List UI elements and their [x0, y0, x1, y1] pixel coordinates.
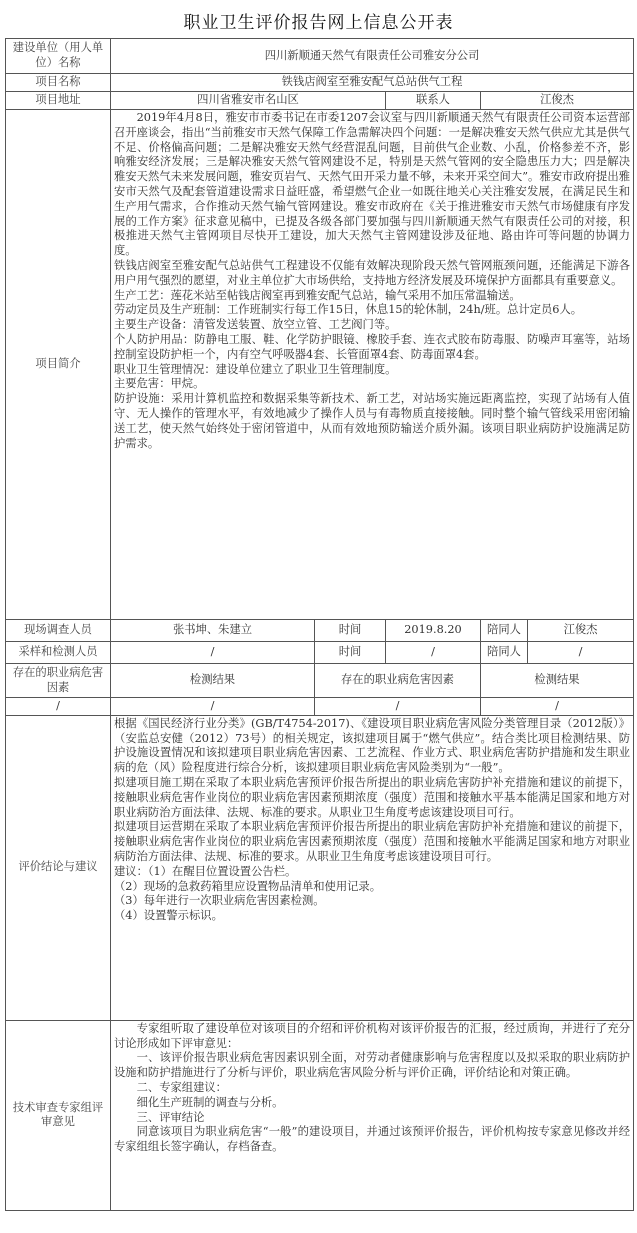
- contact-label: 联系人: [386, 92, 481, 110]
- unit-value: 四川新顺通天然气有限责任公司雅安分公司: [111, 39, 634, 74]
- review-paragraph: 一、该评价报告职业病危害因素识别全面，对劳动者健康影响与危害程度以及拟采取的职业病防护设施和防护措施进行了分析与评价，职业病危害风险分析与评价正确，评价结论和对策正确。: [114, 1051, 631, 1080]
- review-paragraph: 三、评审结论: [136, 1110, 205, 1124]
- sampling-time-value: /: [386, 642, 481, 664]
- hazard-factor-header-2: 存在的职业病危害因素: [315, 664, 481, 698]
- test-result-header: 检测结果: [111, 664, 315, 698]
- project-address-value: 四川省雅安市名山区: [111, 92, 386, 110]
- result-value-2: /: [481, 698, 634, 716]
- disclosure-table: [5, 38, 634, 1211]
- hazard-value-row: [6, 698, 634, 716]
- intro-paragraph: 主要危害：甲烷。: [114, 377, 205, 391]
- survey-time-label: 时间: [315, 620, 386, 642]
- intro-paragraph: 劳动定员及生产班制：工作班制实行每工作15日，休息15的轮休制，24h/班。总计定员6人。: [114, 303, 583, 317]
- conclusion-paragraph: （4）设置警示标识。: [114, 909, 223, 923]
- intro-paragraph: 生产工艺：莲花米站至帖钱店阀室再到雅安配气总站，输气采用不加压常温输送。: [114, 288, 521, 302]
- survey-time-value: 2019.8.20: [386, 620, 481, 642]
- intro-paragraph: 防护设施：采用计算机监控和数据采集等新技术、新工艺，对站场实施远距离监控，实现了站场有人值守、无人操作的管理水平，有效地减少了操作人员与有毒物质直接接触。同时整个输气管线采用密闭输送工艺，使天然气始终处于密闭管道中，从而有效地预防输送介质外漏。该项目职业病防护设施满足防护需求。: [114, 392, 631, 450]
- intro-label: 项目简介: [6, 110, 111, 620]
- project-address-label: 项目地址: [6, 92, 111, 110]
- project-name-row: [6, 74, 634, 92]
- review-paragraph: 专家组听取了建设单位对该项目的介绍和评价机构对该评价报告的汇报，经过质询，并进行了充分讨论形成如下评审意见：: [114, 1021, 631, 1050]
- test-result-header-2: 检测结果: [481, 664, 634, 698]
- contact-value: 江俊杰: [481, 92, 634, 110]
- review-paragraph: 细化生产班制的调查与分析。: [136, 1095, 284, 1109]
- intro-paragraph: 职业卫生管理情况：建设单位建立了职业卫生管理制度。: [114, 362, 397, 376]
- survey-accompany-value: 江俊杰: [528, 620, 634, 642]
- sampling-row: [6, 642, 634, 664]
- review-paragraph: 二、专家组建议：: [136, 1080, 227, 1094]
- sampling-accompany-label: 陪同人: [481, 642, 528, 664]
- sampling-accompany-value: /: [528, 642, 634, 664]
- survey-staff-label: 现场调查人员: [6, 620, 111, 642]
- review-paragraph: 同意该项目为职业病危害“一般”的建设项目，并通过该预评价报告，评价机构按专家意见修改并经专家组组长签字确认，存档备查。: [114, 1125, 631, 1154]
- intro-paragraph: 主要生产设备：清管发送装置、放空立管、工艺阀门等。: [114, 318, 397, 332]
- intro-paragraph: 2019年4月8日，雅安市市委书记在市委1207会议室与四川新顺通天然气有限责任公司资本运营部召开座谈会，指出“当前雅安市天然气保障工作急需解决四个问题：一是解决雅安天然气供应尤其是供气不足、价格偏高问题；二是解决雅安天然气经营混乱问题，目前供气企业数、小乱，价格参差不齐，影响雅安经济发展；三是解决雅安天然气管网建设不足，特别是天然气管网的安全隐患压力大；四是解决雅安天然气未来发展问题，雅安页岩气、天然气田开采力量不够，未来开采空间大”。雅安市政府提出雅安市天然气及配套管道建设需求日益旺盛，希望燃气企业一如既往地关心关注雅安发展，在满足民生和生产用气需求，合作推动天然气输气管网建设。雅安市政府在《关于推进雅安市天然气市场健康有序发展的工作方案》征求意见稿中，已提及各级各部门要加强与四川新顺通天然气有限责任公司的对接，积极推进天然气主管网项目尽快开工建设，加大天然气主管网建设涉及征地、路由许可等问题的协调力度。: [114, 111, 631, 258]
- conclusion-paragraph: （2）现场的急救药箱里应设置物品清单和使用记录。: [114, 879, 382, 893]
- review-row: [6, 1020, 634, 1210]
- conclusion-paragraph: 拟建项目运营期在采取了本职业病危害预评价报告所提出的职业病危害防护补充措施和建议的前提下，接触职业病危害作业岗位的职业病危害因素预期浓度（强度）范围和接触水平能满足国家和地方对职业病防治方面法律、法规、标准的要求。从职业卫生角度考虑该建设项目可行。: [114, 820, 631, 863]
- unit-label: 建设单位（用人单位）名称: [6, 39, 111, 74]
- hazard-value-2: /: [315, 698, 481, 716]
- result-value: /: [111, 698, 315, 716]
- intro-row: [6, 110, 634, 620]
- conclusion-paragraph: 拟建项目施工期在采取了本职业病危害预评价报告所提出的职业病危害防护补充措施和建议的前提下，接触职业病危害作业岗位的职业病危害因素预期浓度（强度）范围和接触水平基本能满足国家和地方对职业病防治方面法律、法规、标准的要求。从职业卫生角度考虑该建设项目可行。: [114, 775, 631, 819]
- intro-paragraph: 铁钱店阀室至雅安配气总站供气工程建设不仅能有效解决现阶段天然气管网瓶颈问题，还能满足下游各用户用气强烈的愿望，对业主单位扩大市场供给，支持地方经济发展及环境保护方面都具有重要意义。: [114, 258, 631, 287]
- conclusion-content: [111, 715, 634, 1020]
- conclusion-label: 评价结论与建议: [6, 715, 111, 1020]
- conclusion-paragraph: 根据《国民经济行业分类》(GB/T4754-2017)、《建设项目职业病危害风险分类管理目录（2012版）》（安监总安健（2012）73号）的相关规定，该拟建项目属于“燃气供应”。结合类比项目检测结果、防护设施设置情况和该拟建项目职业病危害因素、工艺流程、作业方式、职业病危害防护措施和发生职业病的危（风）险程度进行综合分析，该拟建项目职业病危害风险类别为“一般”。: [114, 716, 631, 775]
- sampling-time-label: 时间: [315, 642, 386, 664]
- hazard-value: /: [6, 698, 111, 716]
- project-name-value: 铁钱店阀室至雅安配气总站供气工程: [111, 74, 634, 92]
- conclusion-paragraph: 建议：（1）在醒目位置设置公告栏。: [114, 864, 297, 878]
- project-name-label: 项目名称: [6, 74, 111, 92]
- unit-row: [6, 39, 634, 74]
- intro-content: [111, 110, 634, 620]
- project-address-row: [6, 92, 634, 110]
- survey-accompany-label: 陪同人: [481, 620, 528, 642]
- intro-paragraph: 个人防护用品：防静电工服、鞋、化学防护眼镜、橡胶手套、连衣式胶布防毒服、防噪声耳塞等，站场控制室设防护柜一个，内有空气呼吸器4套、长管面罩4套、防毒面罩4套。: [114, 332, 631, 361]
- sampling-staff-value: /: [111, 642, 315, 664]
- sampling-staff-label: 采样和检测人员: [6, 642, 111, 664]
- review-content: [111, 1020, 634, 1210]
- conclusion-row: [6, 715, 634, 1020]
- survey-row: [6, 620, 634, 642]
- review-label: 技术审查专家组评审意见: [6, 1020, 111, 1210]
- hazard-factor-header: 存在的职业病危害因素: [6, 664, 111, 698]
- hazard-header-row: [6, 664, 634, 698]
- conclusion-paragraph: （3）每年进行一次职业病危害因素检测。: [114, 894, 325, 908]
- page-title: 职业卫生评价报告网上信息公开表: [183, 13, 454, 33]
- survey-staff-value: 张书坤、朱建立: [111, 620, 315, 642]
